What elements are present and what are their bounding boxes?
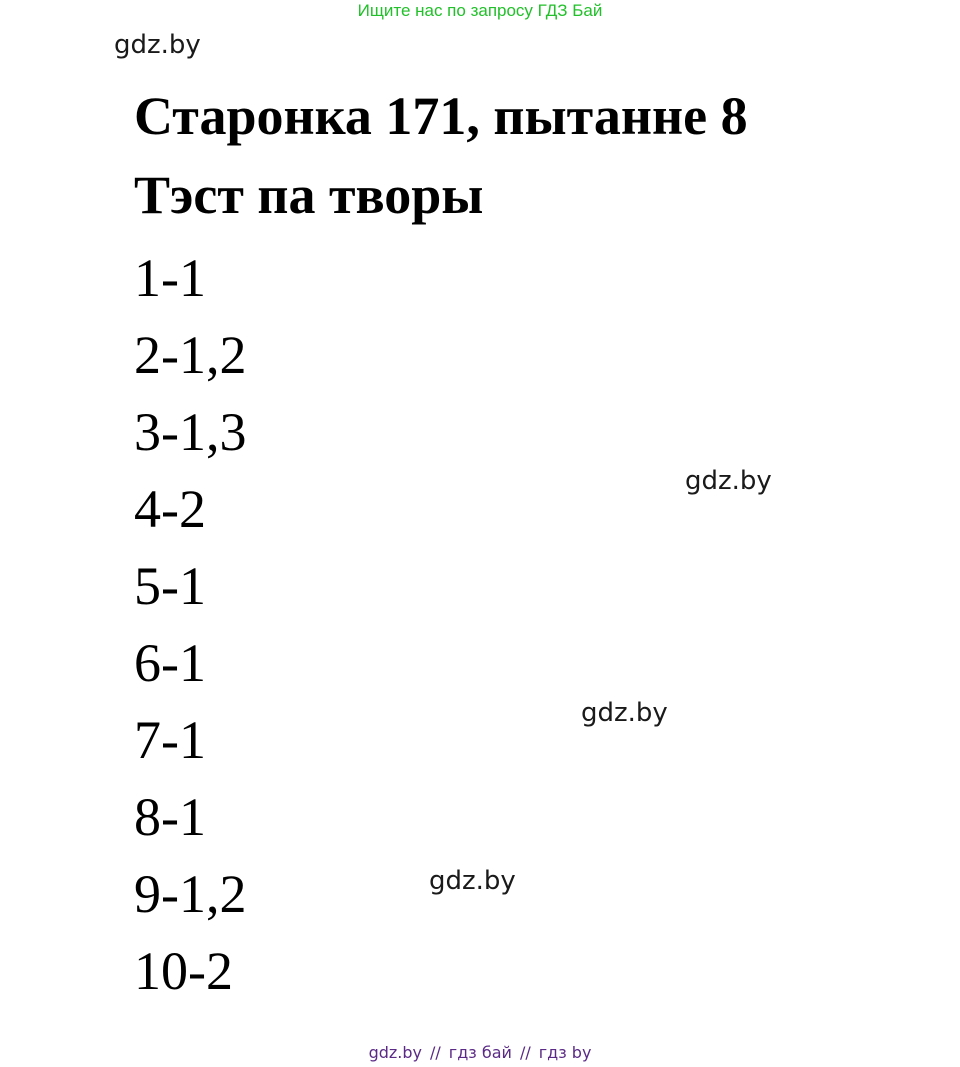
watermark-right: gdz.by [685,466,772,496]
footer-link-gdz-by[interactable]: gdz.by [368,1043,423,1062]
page-title: Старонка 171, пытанне 8 [134,86,748,146]
watermark-middle: gdz.by [581,698,668,728]
footer-separator: // [430,1043,441,1062]
top-banner: Ищите нас по запросу ГДЗ Бай [357,1,603,20]
footer [0,1043,960,1063]
answer-item: 9-1,2 [134,864,247,924]
answer-item: 6-1 [134,633,206,693]
answer-item: 4-2 [134,479,206,539]
answer-item: 10-2 [134,941,233,1001]
watermark-top-left: gdz.by [114,30,201,60]
answer-item: 3-1,3 [134,402,247,462]
answer-item: 1-1 [134,248,206,308]
answer-item: 5-1 [134,556,206,616]
footer-link-gdz-by-cyr[interactable]: гдз by [538,1043,592,1062]
answer-item: 7-1 [134,710,206,770]
answer-list [134,240,246,1010]
page-subtitle: Тэст па творы [134,165,484,225]
footer-link-gdz-bai[interactable]: гдз бай [448,1043,512,1062]
answer-item: 8-1 [134,787,206,847]
footer-separator: // [519,1043,531,1062]
watermark-lower: gdz.by [429,866,516,896]
answer-item: 2-1,2 [134,325,247,385]
